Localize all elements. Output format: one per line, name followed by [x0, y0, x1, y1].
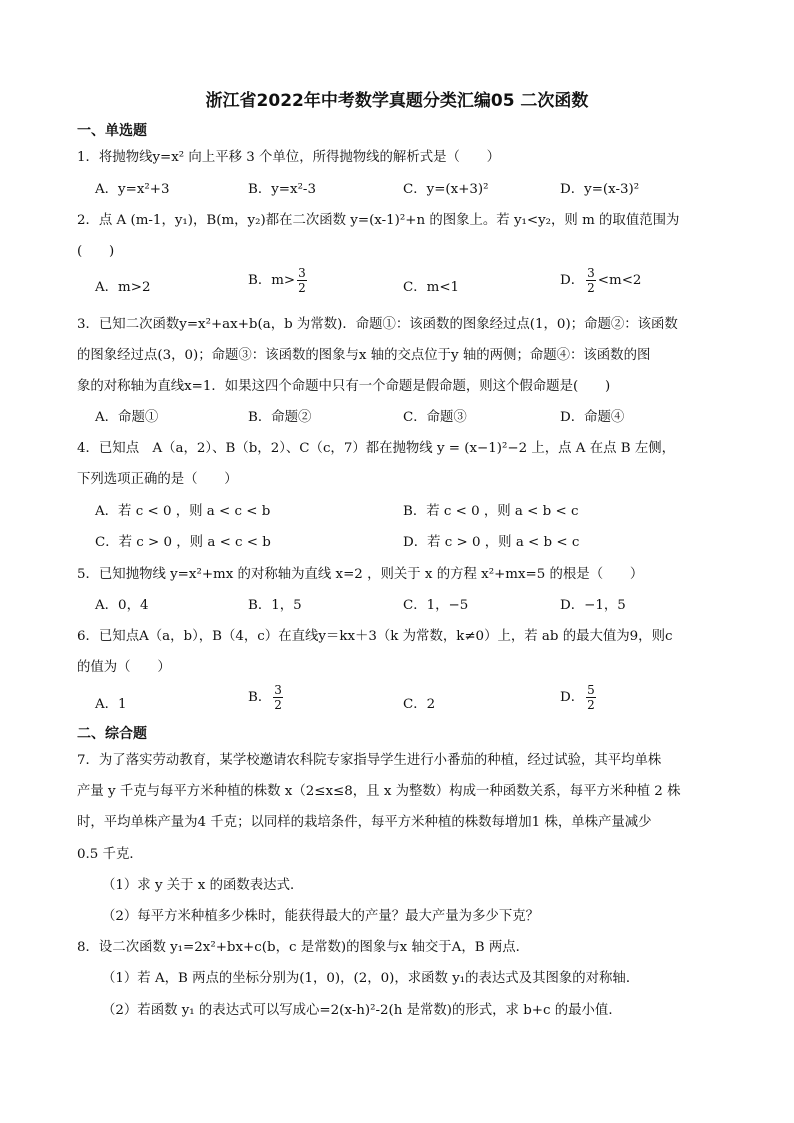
q8-stem: 8．设二次函数 y₁=2x²+bx+c(b，c 是常数)的图象与x 轴交于A，B 两点． [77, 940, 529, 955]
q2-option-c: C．m<1 [403, 280, 460, 295]
q5-stem: 5．已知抛物线 y=x²+mx 的对称轴为直线 x=2 ，则关于 x 的方程 x²+mx=5 的根是（ ） [77, 567, 644, 582]
q5-option-a: A．0，4 [95, 598, 149, 613]
q7-stem-line1: 7．为了落实劳动教育，某学校邀请农科院专家指导学生进行小番茄的种植，经过试验，其平均单株 [77, 753, 662, 768]
q6-stem-line1: 6．已知点A（a，b），B（4，c）在直线y＝kx＋3（k 为常数，k≠0）上，若 ab 的最大值为9，则c [77, 629, 673, 644]
q3-option-b: B．命题② [248, 410, 312, 425]
fraction [586, 266, 596, 295]
fraction-numerator: 3 [298, 266, 306, 280]
q2-option-b-prefix: B．m> [248, 273, 296, 288]
q2-option-d-prefix: D． [560, 273, 585, 288]
q3-stem-line2: 的图象经过点(3，0)；命题③：该函数的图象与x 轴的交点位于y 轴的两侧；命题④：该函数的图 [77, 348, 651, 363]
q2-option-a: A．m>2 [95, 280, 151, 295]
q7-subquestion-1: （1）求 y 关于 x 的函数表达式． [102, 878, 304, 893]
q3-option-c: C．命题③ [403, 410, 467, 425]
q7-subquestion-2: （2）每平方米种植多少株时，能获得最大的产量？最大产量为多少下克？ [102, 909, 540, 924]
q4-option-c: C．若 c > 0 ，则 a < c < b [95, 535, 271, 550]
q7-stem-line3: 时，平均单株产量为4 千克；以同样的栽培条件，每平方米种植的株数每增加1 株，单株产量减少 [77, 815, 652, 830]
fraction-numerator: 3 [587, 266, 595, 280]
q1-stem: 1．将抛物线y=x² 向上平移 3 个单位，所得抛物线的解析式是（ ） [77, 150, 501, 165]
q7-stem-line4: 0.5 千克． [77, 847, 143, 862]
q2-option-d [560, 266, 641, 295]
q8-subquestion-2: （2）若函数 y₁ 的表达式可以写成心=2(x-h)²-2(h 是常数)的形式，求 b+c 的最小值． [102, 1003, 622, 1018]
fraction-denominator: 2 [298, 281, 306, 295]
q5-option-c: C．1，−5 [403, 598, 469, 613]
q4-option-b: B．若 c < 0 ，则 a < b < c [403, 504, 579, 519]
q5-option-d: D．−1，5 [560, 598, 626, 613]
q2-option-d-suffix: <m<2 [597, 273, 642, 288]
page-title: 浙江省2022年中考数学真题分类汇编05 二次函数 [205, 91, 589, 111]
q1-option-d: D．y=(x-3)² [560, 182, 640, 197]
q6-option-d-prefix: D． [560, 690, 585, 705]
q6-option-a: A．1 [95, 697, 127, 712]
q3-stem-line3: 象的对称轴为直线x=1．如果这四个命题中只有一个命题是假命题，则这个假命题是( ) [77, 379, 611, 394]
q3-stem-line1: 3．已知二次函数y=x²+ax+b(a，b 为常数)．命题①：该函数的图象经过点(1，0)；命题②：该函数 [77, 317, 678, 332]
q5-option-b: B．1，5 [248, 598, 302, 613]
fraction [273, 683, 283, 712]
fraction-denominator: 2 [274, 698, 282, 712]
fraction-numerator: 3 [274, 683, 282, 697]
q6-option-b-prefix: B． [248, 690, 272, 705]
fraction [586, 683, 596, 712]
q7-stem-line2: 产量 y 千克与每平方米种植的株数 x（2≤x≤8，且 x 为整数）构成一种函数关系，每平方米种植 2 株 [77, 784, 681, 799]
q6-stem-line2: 的值为（ ） [77, 660, 171, 675]
q1-option-a: A．y=x²+3 [95, 182, 170, 197]
q4-option-a: A．若 c < 0 ，则 a < c < b [95, 504, 271, 519]
q4-stem-line1: 4．已知点 A（a，2）、B（b，2）、C（c，7）都在抛物线 y = (x−1)²−2 上，点 A 在点 B 左侧， [77, 441, 676, 456]
q1-option-b: B．y=x²-3 [248, 182, 316, 197]
q2-option-b [248, 266, 309, 295]
q1-option-c: C．y=(x+3)² [403, 182, 489, 197]
q4-stem-line2: 下列选项正确的是（ ） [77, 472, 238, 487]
q3-option-d: D．命题④ [560, 410, 625, 425]
section-heading-single-choice: 一、单选题 [77, 123, 147, 139]
q2-stem-line2: ( ) [77, 244, 115, 259]
fraction-denominator: 2 [587, 698, 595, 712]
q6-option-d [560, 683, 598, 712]
q3-option-a: A．命题① [95, 410, 159, 425]
fraction-denominator: 2 [587, 281, 595, 295]
q2-stem-line1: 2．点 A (m-1，y₁)，B(m，y₂)都在二次函数 y=(x-1)²+n 的图象上。若 y₁<y₂，则 m 的取值范围为 [77, 213, 680, 228]
q8-subquestion-1: （1）若 A，B 两点的坐标分别为(1，0)，(2，0)，求函数 y₁的表达式及其图象的对称轴． [102, 971, 640, 986]
q4-option-d: D．若 c > 0 ，则 a < b < c [403, 535, 580, 550]
q6-option-b [248, 683, 285, 712]
fraction [297, 266, 307, 295]
fraction-numerator: 5 [587, 683, 595, 697]
q6-option-c: C．2 [403, 697, 436, 712]
section-heading-comprehensive: 二、综合题 [77, 726, 147, 742]
